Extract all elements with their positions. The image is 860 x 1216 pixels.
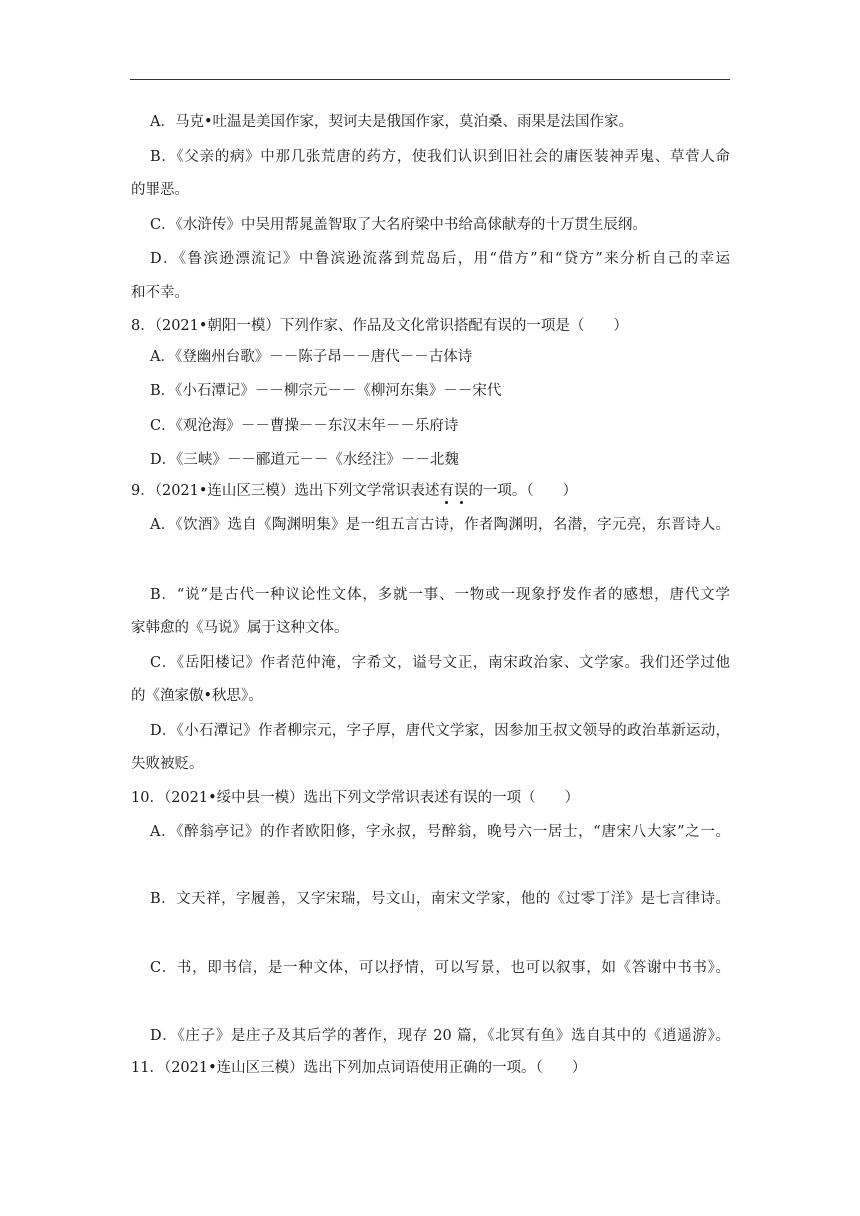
q9-stem-emphasis-2: 误 bbox=[453, 483, 469, 499]
q8-option-b: B．《小石潭记》－－柳宗元－－《柳河东集》－－宋代 bbox=[150, 383, 502, 399]
q9-stem bbox=[131, 481, 731, 501]
header-rule bbox=[130, 79, 730, 80]
q7-option-b: B．《父亲的病》中那几张荒唐的药方，使我们认识到旧社会的庸医装神弄鬼、草菅人命 bbox=[150, 149, 730, 165]
q10-option-c: C．书，即书信，是一种文体，可以抒情，可以写景，也可以叙事，如《答谢中书书》。 bbox=[150, 960, 730, 976]
q8-stem: 8．（2021•朝阳一模）下列作家、作品及文化常识搭配有误的一项是（ ） bbox=[131, 318, 628, 334]
q9-option-c: C．《岳阳楼记》作者范仲淹，字希文，谥号文正，南宋政治家、文学家。我们还学过他 bbox=[150, 655, 730, 671]
q10-stem: 10．（2021•绥中县一模）选出下列文学常识表述有误的一项（ ） bbox=[131, 790, 580, 806]
q9-option-d: D．《小石潭记》作者柳宗元，字子厚，唐代文学家，因参加王叔文领导的政治革新运动， bbox=[150, 723, 730, 739]
q11-stem: 11．（2021•连山区三模）选出下列加点词语使用正确的一项。（ ） bbox=[131, 1060, 587, 1076]
q9-option-a: A．《饮酒》选自《陶渊明集》是一组五言古诗，作者陶渊明，名潜，字元亮，东晋诗人。 bbox=[150, 517, 730, 533]
q9-stem-pre: 9．（2021•连山区三模）选出下列文学常识表述 bbox=[131, 483, 440, 499]
q9-option-c-cont: 的《渔家傲•秋思》。 bbox=[131, 688, 263, 704]
q9-option-b: B．“说”是古代一种议论性文体，多就一事、一物或一现象抒发作者的感想，唐代文学 bbox=[150, 587, 730, 603]
q8-option-a: A．《登幽州台歌》－－陈子昂－－唐代－－古体诗 bbox=[150, 349, 473, 365]
q9-stem-emphasis-1: 有 bbox=[439, 483, 454, 499]
q10-option-d: D．《庄子》是庄子及其后学的著作，现存 20 篇，《北冥有鱼》选自其中的《逍遥游》。 bbox=[150, 1028, 730, 1044]
q7-option-d: D．《鲁滨逊漂流记》中鲁滨逊流落到荒岛后，用“借方”和“贷方”来分析自己的幸运 bbox=[150, 251, 730, 267]
q8-option-c: C．《观沧海》－－曹操－－东汉末年－－乐府诗 bbox=[150, 418, 459, 434]
q8-option-d: D．《三峡》－－郦道元－－《水经注》－－北魏 bbox=[150, 452, 459, 468]
q10-option-b: B．文天祥，字履善，又字宋瑞，号文山，南宋文学家，他的《过零丁洋》是七言律诗。 bbox=[150, 891, 730, 907]
q7-option-c: C．《水浒传》中吴用帮晁盖智取了大名府梁中书给高俅献寿的十万贯生辰纲。 bbox=[150, 217, 647, 233]
q7-option-a: A．马克•吐温是美国作家，契诃夫是俄国作家，莫泊桑、雨果是法国作家。 bbox=[150, 114, 634, 130]
q10-option-a: A．《醉翁亭记》的作者欧阳修，字永叔，号醉翁，晚号六一居士，“唐宋八大家”之一。 bbox=[150, 824, 730, 840]
q7-option-b-cont: 的罪恶。 bbox=[131, 182, 189, 198]
q7-option-d-cont: 和不幸。 bbox=[131, 285, 189, 301]
q9-option-b-cont: 家韩愈的《马说》属于这种文体。 bbox=[131, 620, 349, 636]
q9-stem-post: 的一项。（ ） bbox=[468, 483, 578, 499]
q9-option-d-cont: 失败被贬。 bbox=[131, 756, 204, 772]
